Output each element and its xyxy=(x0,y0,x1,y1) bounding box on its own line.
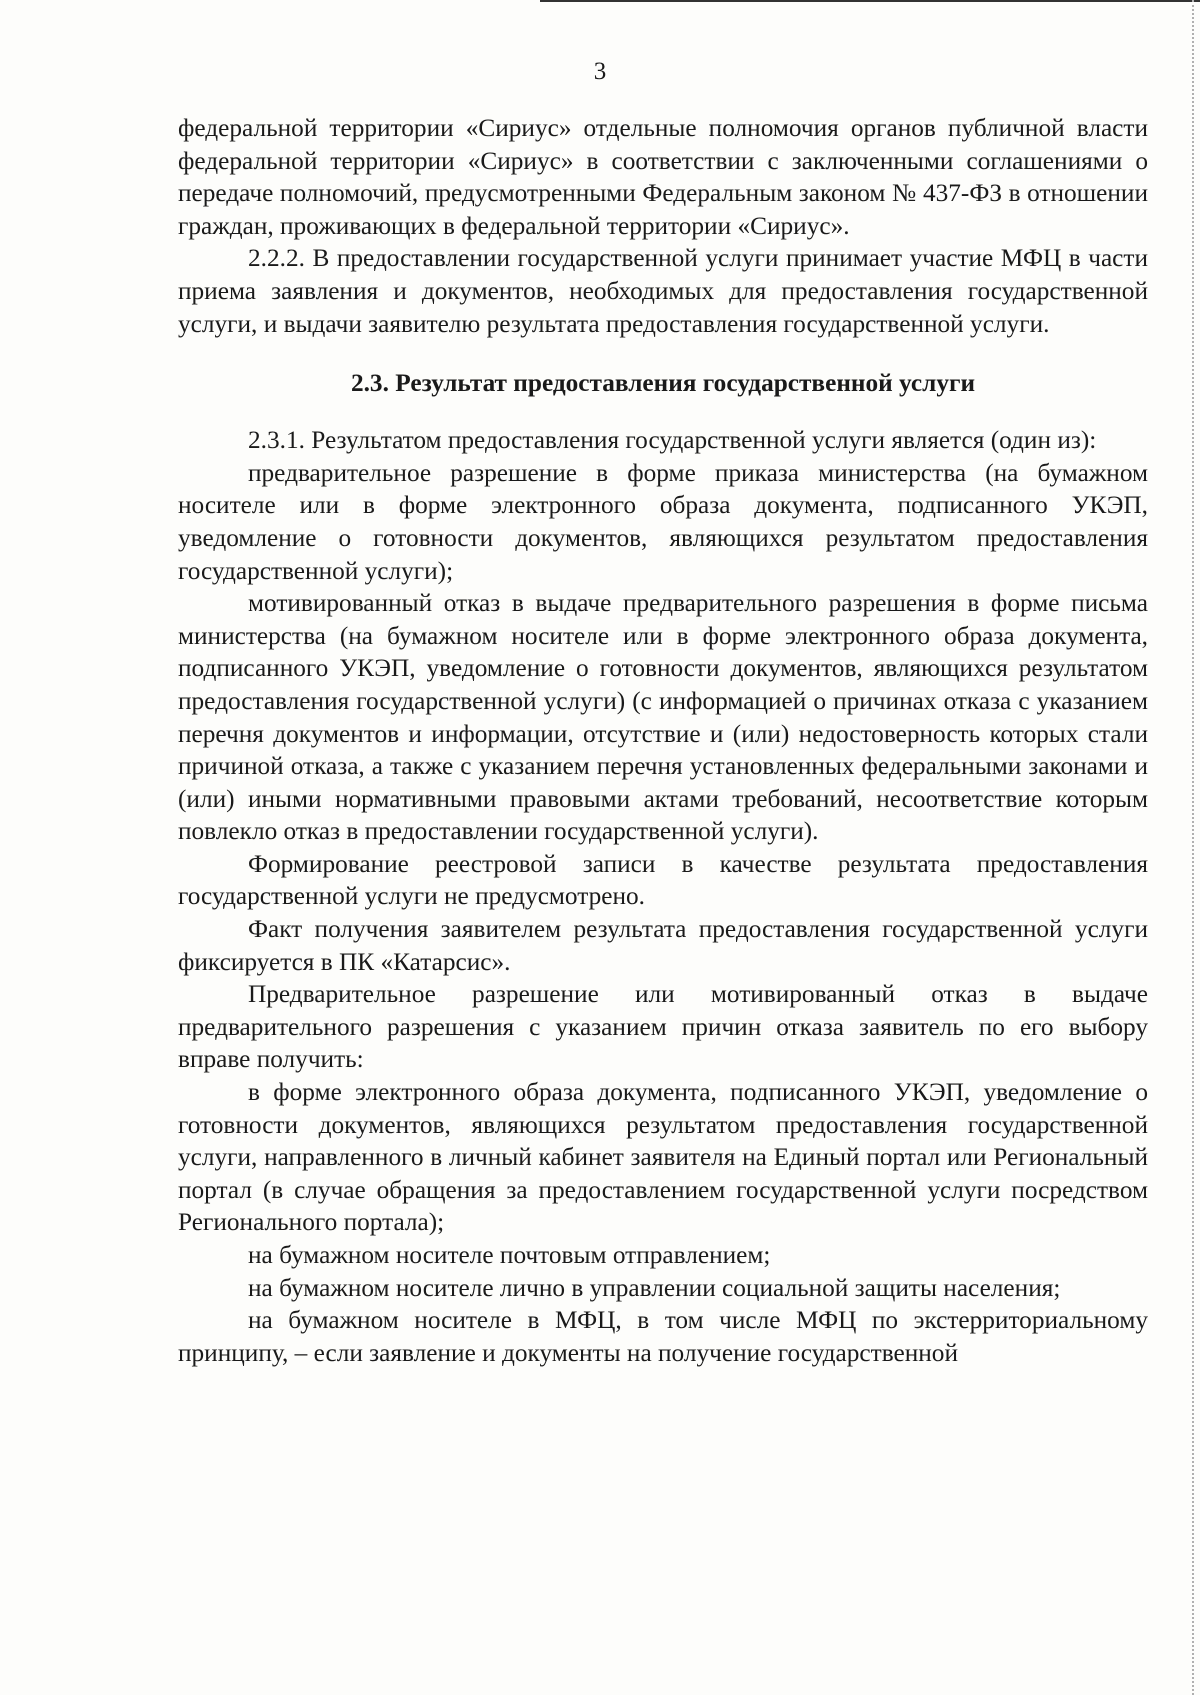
paragraph-mfc: на бумажном носителе в МФЦ, в том числе МФЦ по экстерриториальному принципу, – если заявление и документы на получение государственной xyxy=(178,1306,1148,1367)
page-number: 3 xyxy=(593,58,607,85)
paragraph-receive-options: Предварительное разрешение или мотивированный отказ в выдаче предварительного разрешения с указанием причин отказа заявитель по его выбору вправе получить: xyxy=(178,980,1148,1074)
paragraph-postal: на бумажном носителе почтовым отправлением; xyxy=(248,1241,771,1269)
paragraph-2-2-2: 2.2.2. В предоставлении государственной услуги принимает участие МФЦ в части приема заявления и документов, необходимых для предоставления государственной услуги, и выдачи заявителю результата предоставления государственной услуги. xyxy=(178,244,1148,338)
paragraph-preliminary-permission: предварительное разрешение в форме приказа министерства (на бумажном носителе или в форме электронного образа документа, подписанного УКЭП, уведомление о готовности документов, являющихся результатом предоставления государственной услуги); xyxy=(178,458,1148,585)
paragraph-katarsis: Факт получения заявителем результата предоставления государственной услуги фиксируется в ПК «Катарсис». xyxy=(178,915,1148,976)
paragraph-2-3-1: 2.3.1. Результатом предоставления государственной услуги является (один из): xyxy=(248,426,1097,455)
paragraph-electronic-form: в форме электронного образа документа, подписанного УКЭП, уведомление о готовности документов, являющихся результатом предоставления государственной услуги, направленного в личный кабинет заявителя на Единый портал или Региональный портал (в случае обращения за предоставлением государственной услуги посредством Регионального портала); xyxy=(178,1078,1148,1237)
paragraph-reasoned-refusal: мотивированный отказ в выдаче предварительного разрешения в форме письма министерства (на бумажном носителе или в форме электронного образа документа, подписанного УКЭП, уведомление о готовности документов, являющихся результатом предоставления государственной услуги) (с информацией о причинах отказа с указанием перечня документов и информации, отсутствие и (или) недостоверность которых стали причиной отказа, а также с указанием перечня установленных федеральными законами и (или) иными нормативными правовыми актами требований, несоответствие которым повлекло отказ в предоставлении государственной услуги). xyxy=(178,589,1148,846)
paragraph-in-person: на бумажном носителе лично в управлении социальной защиты населения; xyxy=(248,1273,1061,1302)
scan-edge xyxy=(1192,0,1194,1695)
paragraph-continuation: федеральной территории «Сириус» отдельные полномочия органов публичной власти федеральной территории «Сириус» в соответствии с заключенными соглашениями о передаче полномочий, предусмотренными Федеральным законом № 437-ФЗ в отношении граждан, проживающих в федеральной территории «Сириус». xyxy=(178,114,1148,240)
section-heading-2-3: 2.3. Результат предоставления государственной услуги xyxy=(350,369,976,398)
document-body xyxy=(178,112,1148,1369)
top-rule xyxy=(540,0,1200,2)
paragraph-registry-record: Формирование реестровой записи в качестве результата предоставления государственной услуги не предусмотрено. xyxy=(178,849,1148,911)
